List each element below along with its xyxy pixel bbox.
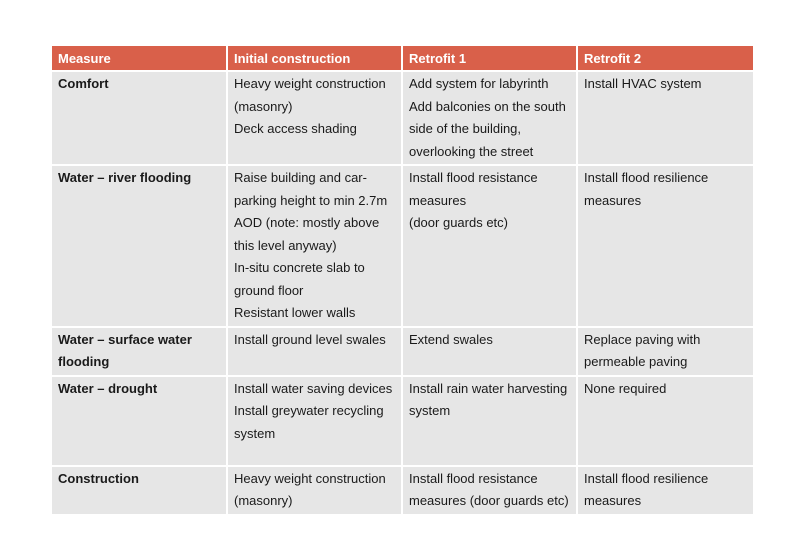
table-row (52, 165, 753, 327)
initial-cell (227, 376, 402, 466)
cell-line: None required (584, 380, 667, 396)
header-retrofit-1: Retrofit 1 (402, 46, 577, 71)
initial-cell (227, 327, 402, 376)
cell-line: Deck access shading (234, 121, 357, 136)
cell-line: Resistant lower walls (234, 305, 356, 320)
header-measure: Measure (52, 46, 227, 71)
cell-line: Extend swales (409, 331, 493, 347)
retrofit1-cell (402, 376, 577, 466)
table-row (52, 71, 753, 165)
retrofit2-cell (577, 165, 753, 327)
initial-cell (227, 466, 402, 515)
retrofit2-cell (577, 376, 753, 466)
adaptation-measures-table (52, 46, 753, 516)
measure-label: Comfort (58, 76, 109, 91)
measure-label: Water – river flooding (58, 170, 192, 185)
retrofit2-cell (577, 466, 753, 515)
measure-label: Construction (58, 470, 139, 486)
header-row (52, 46, 753, 71)
table-row (52, 327, 753, 376)
cell-line: Add balconies on the south side of the building, overlooking the street (409, 98, 566, 159)
cell-line: Install rain water harvesting system (409, 380, 568, 418)
initial-cell (227, 71, 402, 165)
cell-line: Install ground level swales (234, 331, 386, 347)
cell-line: Install flood resilience measures (584, 170, 709, 208)
cell-line: Install water saving devices (234, 380, 393, 396)
cell-line: Install greywater recycling system (234, 403, 384, 441)
retrofit1-cell (402, 71, 577, 165)
measure-label: Water – drought (58, 380, 158, 396)
retrofit1-cell (402, 165, 577, 327)
cell-line: In-situ concrete slab to ground floor (234, 260, 365, 298)
retrofit2-cell (577, 71, 753, 165)
retrofit1-cell (402, 466, 577, 515)
cell-line: Heavy weight construction (masonry) (234, 470, 386, 508)
cell-line: Install flood resistance measures (409, 170, 538, 208)
cell-line: Heavy weight construction (masonry) (234, 76, 386, 114)
table-row (52, 466, 753, 515)
measure-cell (52, 327, 227, 376)
cell-line: Replace paving with permeable paving (584, 331, 701, 369)
header-initial-construction: Initial construction (227, 46, 402, 71)
cell-line: Install flood resilience measures (584, 470, 709, 508)
measure-label: Water – surface water flooding (58, 331, 192, 369)
cell-line: (door guards etc) (409, 215, 508, 230)
cell-line: Install HVAC system (584, 76, 702, 91)
measure-cell (52, 466, 227, 515)
measure-cell (52, 376, 227, 466)
retrofit2-cell (577, 327, 753, 376)
cell-line: Install flood resistance measures (door guards etc) (409, 470, 569, 508)
initial-cell (227, 165, 402, 327)
header-retrofit-2: Retrofit 2 (577, 46, 753, 71)
retrofit1-cell (402, 327, 577, 376)
measure-cell (52, 71, 227, 165)
cell-line: Raise building and car-parking height to min 2.7m AOD (note: mostly above this level anyway) (234, 170, 388, 253)
table-row (52, 376, 753, 466)
cell-line: Add system for labyrinth (409, 76, 549, 91)
measure-cell (52, 165, 227, 327)
